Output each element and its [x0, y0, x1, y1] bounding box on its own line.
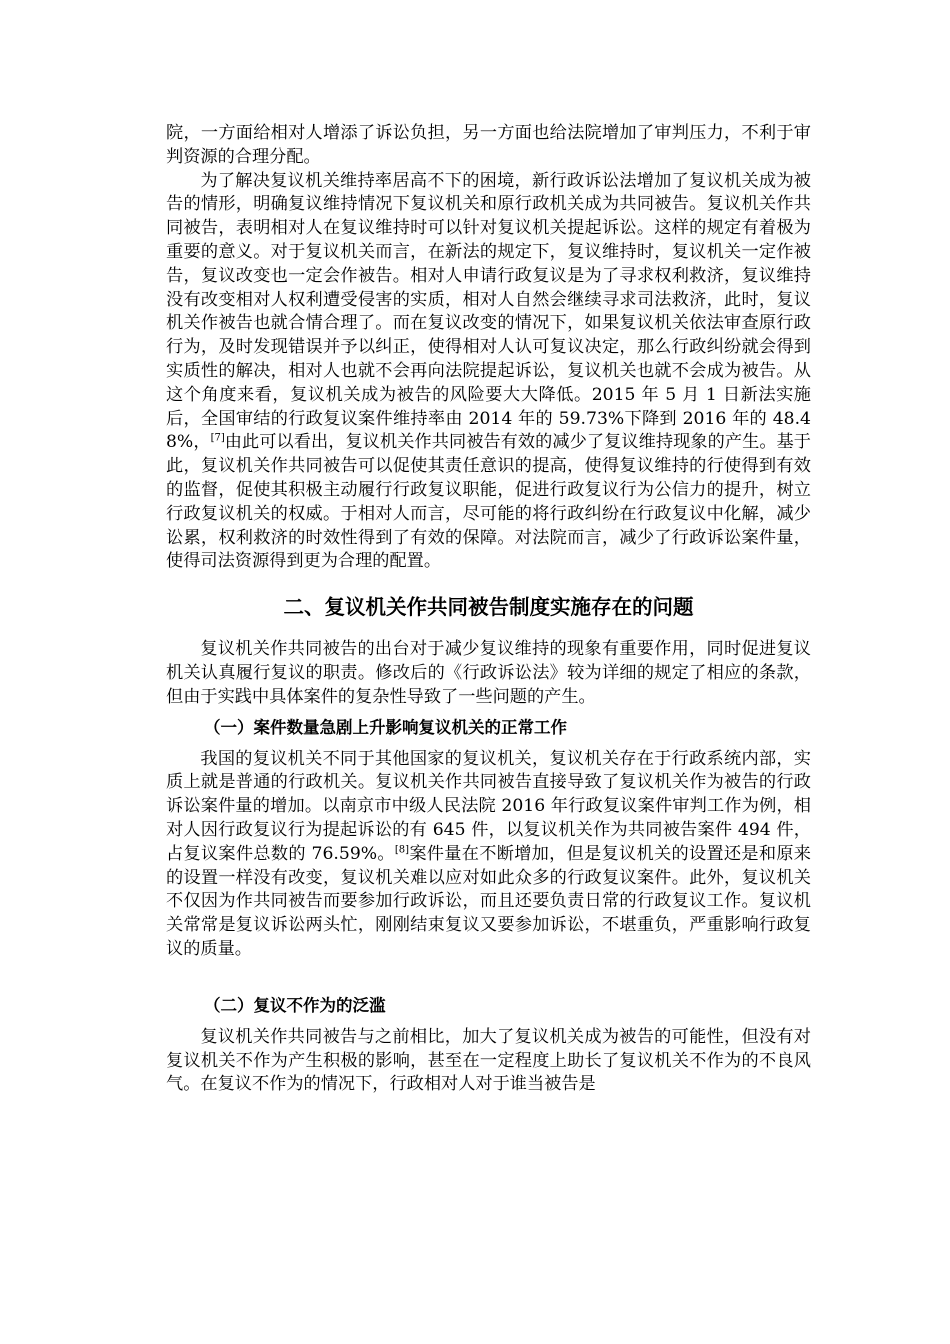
paragraph-text: 由此可以看出，复议机关作共同被告有效的减少了复议维持现象的产生。基于此，复议机关作共同被告可以促使其责任意识的提高，使得复议维持的行使得到有效的监督，促使其积极主动履行行政复议职能，促进行政复议行为公信力的提升，树立行政复议机关的权威。于相对人而言，尽可能的将行政纠纷在行政复议中化解，减少讼累，权利救济的时效性得到了有效的保障。对法院而言，减少了行政诉讼案件量，使得司法资源得到更为合理的配置。 [166, 432, 811, 572]
paragraph-case-volume [166, 748, 811, 962]
footnote-ref-8: [8] [394, 843, 410, 855]
paragraph-text: 为了解决复议机关维持率居高不下的困境，新行政诉讼法增加了复议机关成为被告的情形，明确复议维持情况下复议机关和原行政机关成为共同被告。复议机关作共同被告，表明相对人在复议维持时可以针对复议机关提起诉讼。这样的规定有着极为重要的意义。对于复议机关而言，在新法的规定下，复议维持时，复议机关一定作被告，复议改变也一定会作被告。相对人申请行政复议是为了寻求权利救济，复议维持没有改变相对人权利遭受侵害的实质，相对人自然会继续寻求司法救济，此时，复议机关作被告也就合情合理了。而在复议改变的情况下，如果复议机关依法审查原行政行为，及时发现错误并予以纠正，使得相对人认可复议决定，那么行政纠纷就会得到实质性的解决，相对人也就不会再向法院提起诉讼，复议机关也就不会成为被告。从这个角度来看，复议机关成为被告的风险要大大降低。2015 年 5 月 1 日新法实施后，全国审结的行政复议案件维持率由 2014 年的 59.73%下降到 2016 年的 48.48%， [166, 170, 811, 453]
paragraph-section-intro: 复议机关作共同被告的出台对于减少复议维持的现象有重要作用，同时促进复议机关认真履行复议的职责。修改后的《行政诉讼法》较为详细的规定了相应的条款，但由于实践中具体案件的复杂性导致了一些问题的产生。 [166, 639, 811, 707]
section-heading: 二、复议机关作共同被告制度实施存在的问题 [283, 595, 694, 620]
subsection-heading-1: （一）案件数量急剧上升影响复议机关的正常工作 [204, 717, 567, 737]
paragraph-text: 我国的复议机关不同于其他国家的复议机关，复议机关存在于行政系统内部，实质上就是普通的行政机关。复议机关作共同被告直接导致了复议机关作为被告的行政诉讼案件量的增加。以南京市中级人民法院 2016 年行政复议案件审判工作为例，相对人因行政复议行为提起诉讼的有 645 件，以复议机关作为共同被告案件 494 件，占复议案件总数的 76.59%。 [166, 748, 811, 864]
paragraph-inaction: 复议机关作共同被告与之前相比，加大了复议机关成为被告的可能性，但没有对复议机关不作为产生积极的影响，甚至在一定程度上助长了复议机关不作为的不良风气。在复议不作为的情况下，行政相对人对于谁当被告是 [166, 1026, 811, 1095]
subsection-heading-2: （二）复议不作为的泛滥 [204, 995, 386, 1015]
document-page [166, 122, 811, 1097]
footnote-ref-7: [7] [210, 432, 225, 444]
paragraph-continuation: 院，一方面给相对人增添了诉讼负担，另一方面也给法院增加了审判压力，不利于审判资源的合理分配。 [166, 123, 811, 167]
paragraph-co-defendant-significance [166, 170, 811, 575]
paragraph-text: 案件量在不断增加，但是复议机关的设置还是和原来的设置一样没有改变，复议机关难以应对如此众多的行政复议案件。此外，复议机关不仅因为作共同被告而要参加行政诉讼，而且还要负责日常的行政复议工作。复议机关常常是复议诉讼两头忙，刚刚结束复议又要参加诉讼，不堪重负，严重影响行政复议的质量。 [166, 843, 811, 959]
